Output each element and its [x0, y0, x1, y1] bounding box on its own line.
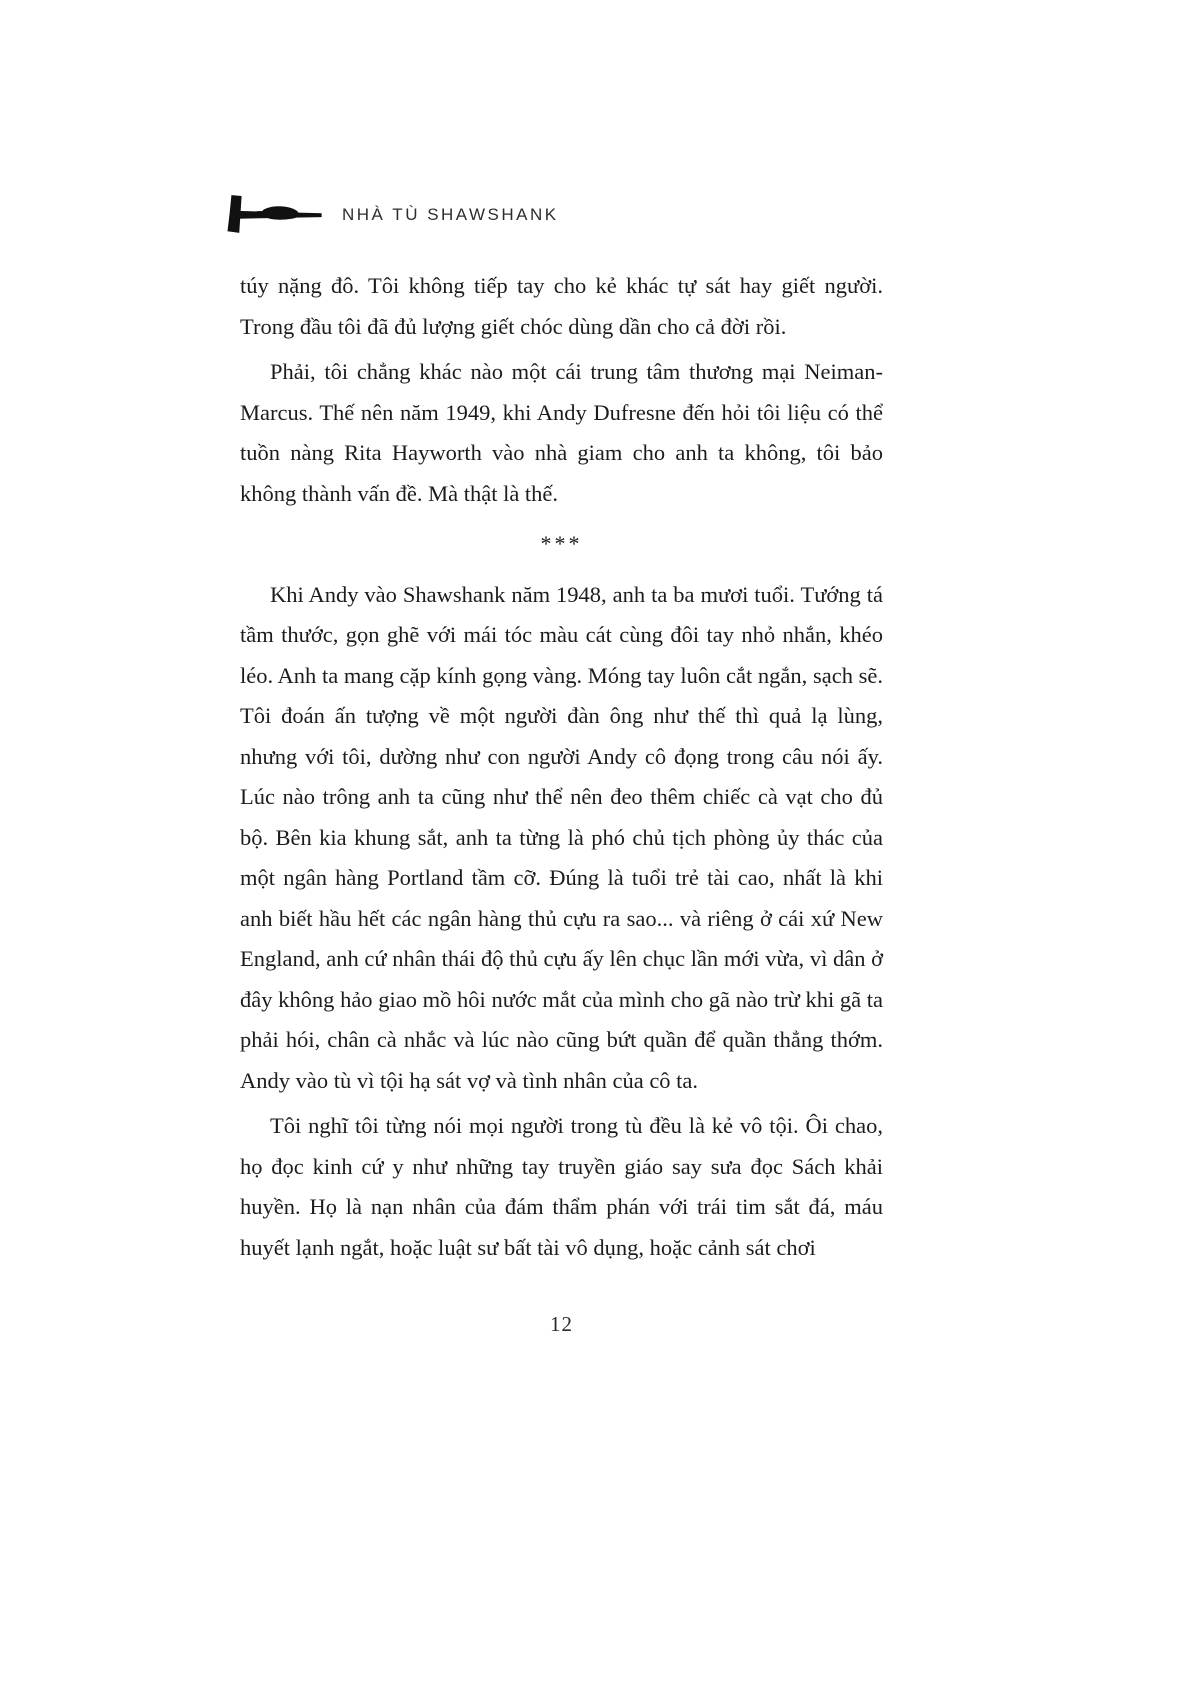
body-text [240, 266, 883, 1273]
page-footer [240, 1312, 883, 1337]
running-head-title: NHÀ TÙ SHAWSHANK [342, 205, 559, 224]
paragraph: Khi Andy vào Shawshank năm 1948, anh ta ba mươi tuổi. Tướng tá tầm thước, gọn ghẽ với mái tóc màu cát cùng đôi tay nhỏ nhắn, khéo léo. Anh ta mang cặp kính gọng vàng. Móng tay luôn cắt ngắn, sạch sẽ. Tôi đoán ấn tượng về một người đàn ông như thế thì quả lạ lùng, nhưng với tôi, dường như con người Andy cô đọng trong câu nói ấy. Lúc nào trông anh ta cũng như thể nên đeo thêm chiếc cà vạt cho đủ bộ. Bên kia khung sắt, anh ta từng là phó chủ tịch phòng ủy thác của một ngân hàng Portland tầm cỡ. Đúng là tuổi trẻ tài cao, nhất là khi anh biết hầu hết các ngân hàng thủ cựu ra sao... và riêng ở cái xứ New England, anh cứ nhân thái độ thủ cựu ấy lên chục lần mới vừa, vì dân ở đây không hảo giao mồ hôi nước mắt của mình cho gã nào trừ khi gã ta phải hói, chân cà nhắc và lúc nào cũng bứt quần để quần thẳng thớm. Andy vào tù vì tội hạ sát vợ và tình nhân của cô ta. [240, 581, 883, 1093]
paragraph: túy nặng đô. Tôi không tiếp tay cho kẻ khác tự sát hay giết người. Trong đầu tôi đã đủ lượng giết chóc dùng dần cho cả đời rồi. [240, 273, 883, 339]
paragraph: Tôi nghĩ tôi từng nói mọi người trong tù đều là kẻ vô tội. Ôi chao, họ đọc kinh cứ y như những tay truyền giáo say sưa đọc Sách khải huyền. Họ là nạn nhân của đám thẩm phán với trái tim sắt đá, máu huyết lạnh ngắt, hoặc luật sư bất tài vô dụng, hoặc cảnh sát chơi [240, 1113, 883, 1260]
page-header [222, 190, 559, 238]
rock-hammer-icon [222, 192, 324, 236]
page-number: 12 [550, 1312, 573, 1336]
paragraph: Phải, tôi chẳng khác nào một cái trung tâm thương mại Neiman-Marcus. Thế nên năm 1949, khi Andy Dufresne đến hỏi tôi liệu có thể tuồn nàng Rita Hayworth vào nhà giam cho anh ta không, tôi bảo không thành vấn đề. Mà thật là thế. [240, 359, 883, 506]
section-separator: *** [540, 531, 583, 556]
